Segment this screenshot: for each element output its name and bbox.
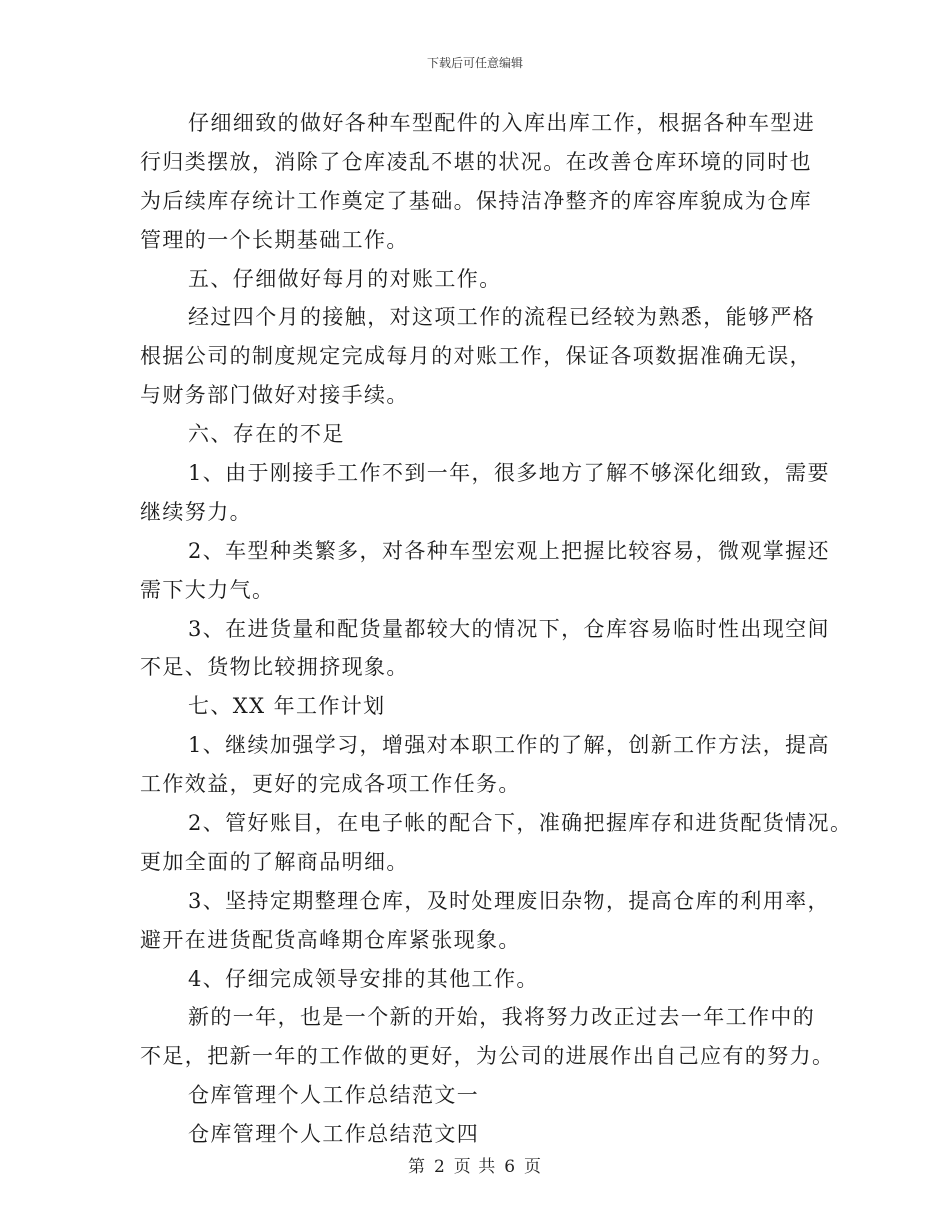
document-body [140, 104, 853, 1154]
paragraph-line: 经过四个月的接触，对这项工作的流程已经较为熟悉，能够严格 [188, 305, 816, 330]
list-item: 1、继续加强学习，增强对本职工作的了解，创新工作方法，提高 [188, 733, 830, 758]
paragraph-line: 行归类摆放，消除了仓库凌乱不堪的状况。在改善仓库环境的同时也 [140, 149, 812, 174]
page-footer [0, 1152, 950, 1177]
section-heading: 五、仔细做好每月的对账工作。 [188, 266, 502, 291]
paragraph-line: 与财务部门做好对接手续。 [140, 383, 409, 408]
list-item-continuation: 不足、货物比较拥挤现象。 [140, 655, 409, 680]
list-item: 1、由于刚接手工作不到一年，很多地方了解不够深化细致，需要 [188, 461, 830, 486]
paragraph-line: 管理的一个长期基础工作。 [140, 227, 409, 252]
paragraph-line: 仔细细致的做好各种车型配件的入库出库工作，根据各种车型进 [188, 111, 816, 135]
page-label-suffix: 页 [524, 1157, 543, 1177]
list-item-continuation: 避开在进货配货高峰期仓库紧张现象。 [140, 927, 521, 952]
paragraph-line: 新的一年，也是一个新的开始，我将努力改正过去一年工作中的 [188, 1005, 816, 1030]
list-item: 2、管好账目，在电子帐的配合下，准确把握库存和进货配货情况。 [188, 811, 853, 836]
list-item-continuation: 需下大力气。 [140, 577, 275, 602]
total-pages-number: 6 [504, 1157, 517, 1177]
section-heading: 七、XX 年工作计划 [188, 694, 386, 719]
related-title: 仓库管理个人工作总结范文一 [188, 1083, 480, 1108]
list-item: 3、坚持定期整理仓库，及时处理废旧杂物，提高仓库的利用率， [188, 888, 830, 913]
current-page-number: 2 [433, 1157, 446, 1177]
paragraph-line: 根据公司的制度规定完成每月的对账工作，保证各项数据准确无误， [140, 344, 812, 369]
page-label-prefix: 第 [407, 1157, 426, 1177]
paragraph-line: 为后续库存统计工作奠定了基础。保持洁净整齐的库容库貌成为仓库 [140, 188, 812, 213]
list-item: 3、在进货量和配货量都较大的情况下，仓库容易临时性出现空间 [188, 616, 830, 641]
related-title: 仓库管理个人工作总结范文四 [188, 1122, 480, 1147]
page-header: 下载后可任意编辑 [426, 56, 523, 70]
list-item: 4、仔细完成领导安排的其他工作。 [188, 966, 539, 991]
paragraph-line: 不足，把新一年的工作做的更好，为公司的进展作出自己应有的努力。 [140, 1044, 835, 1069]
list-item-continuation: 更加全面的了解商品明细。 [140, 849, 409, 874]
page-label-mid: 页 共 [453, 1157, 497, 1177]
list-item: 2、车型种类繁多，对各种车型宏观上把握比较容易，微观掌握还 [188, 538, 830, 563]
section-heading: 六、存在的不足 [188, 422, 345, 447]
list-item-continuation: 工作效益，更好的完成各项工作任务。 [140, 772, 521, 797]
list-item-continuation: 继续努力。 [140, 499, 252, 524]
